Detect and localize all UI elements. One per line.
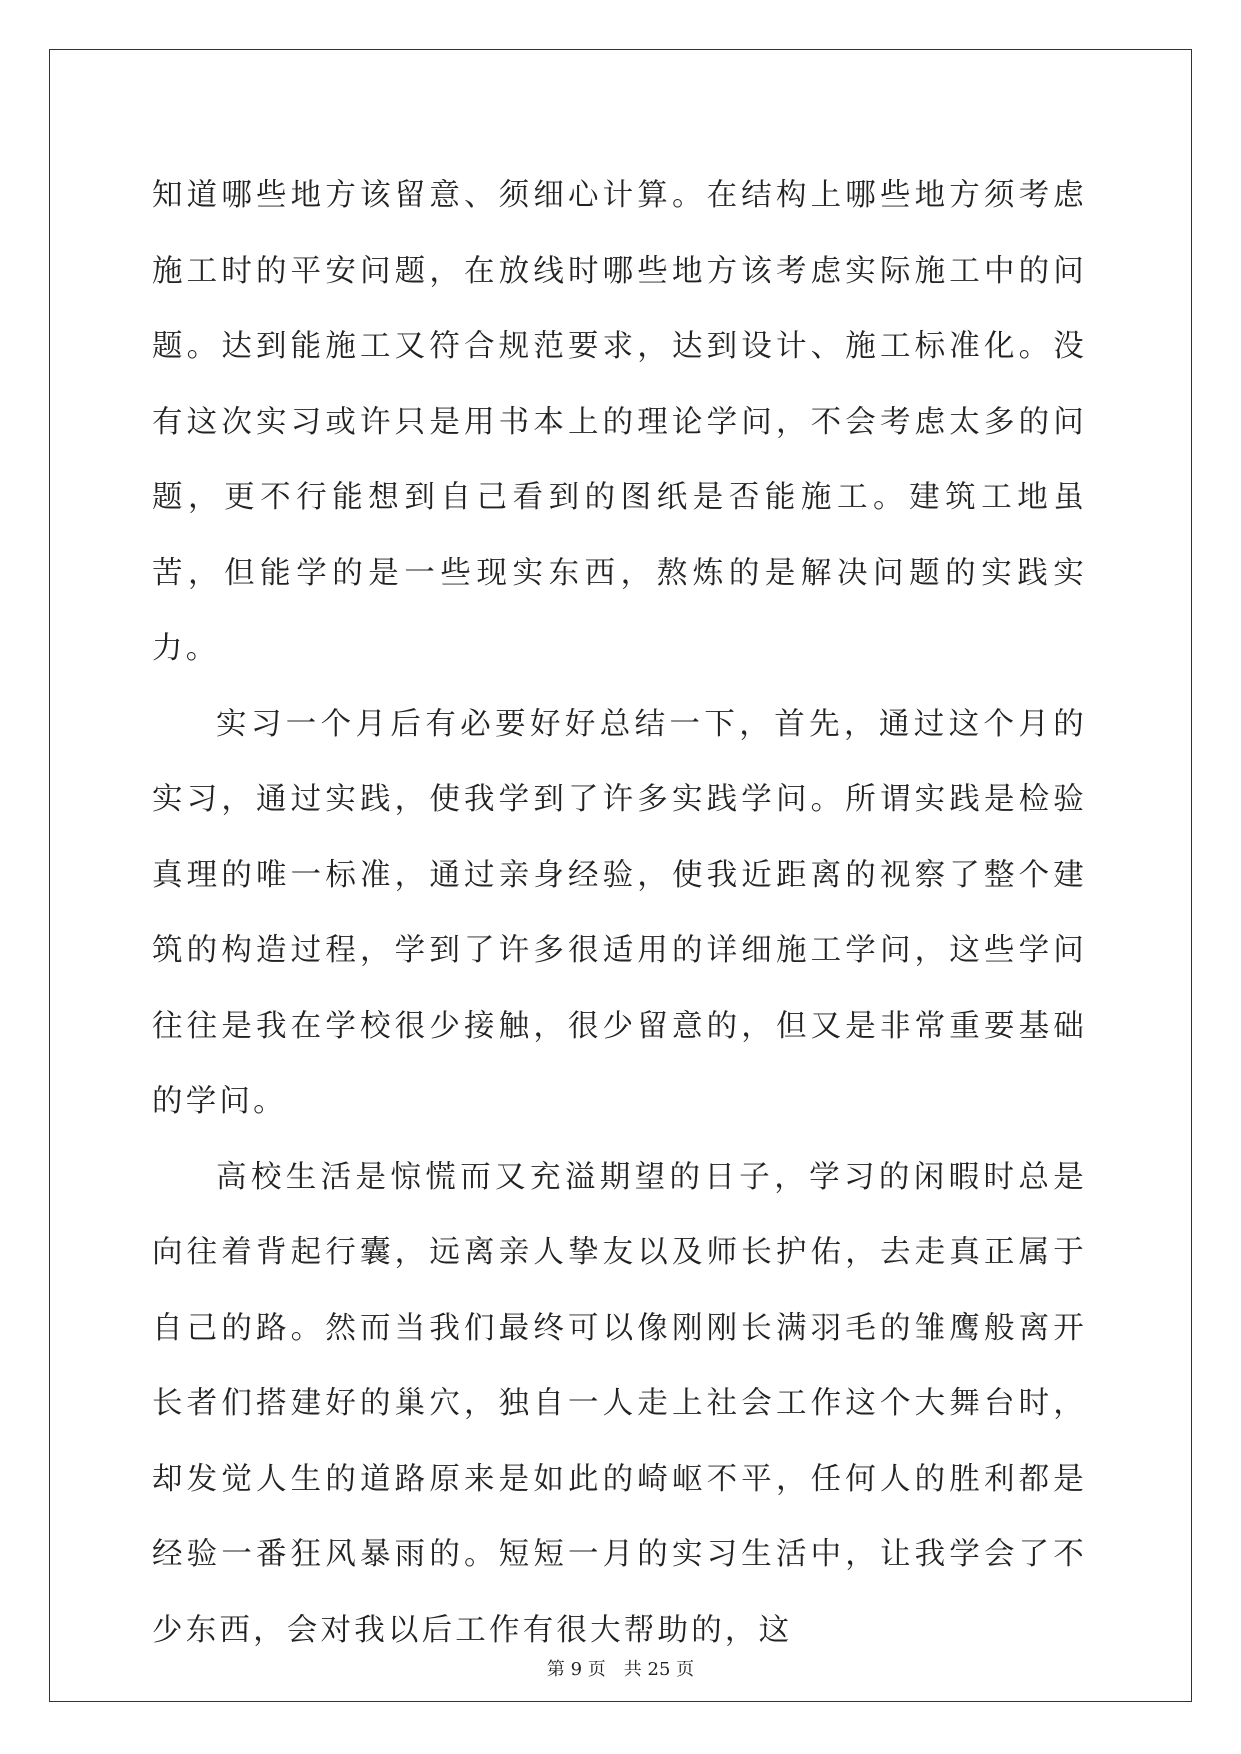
paragraph-continuation: 知道哪些地方该留意、须细心计算。在结构上哪些地方须考虑施工时的平安问题，在放线时哪些地方该考虑实际施工中的问题。达到能施工又符合规范要求，达到设计、施工标准化。没有这次实习或许只是用书本上的理论学问，不会考虑太多的问题，更不行能想到自己看到的图纸是否能施工。建筑工地虽苦，但能学的是一些现实东西，熬炼的是解决问题的实践实力。	[152, 178, 1087, 666]
document-body	[152, 158, 1087, 1668]
paragraph-university-life: 高校生活是惊慌而又充溢期望的日子，学习的闲暇时总是向往着背起行囊，远离亲人挚友以及师长护佑，去走真正属于自己的路。然而当我们最终可以像刚刚长满羽毛的雏鹰般离开长者们搭建好的巢穴，独自一人走上社会工作这个大舞台时，却发觉人生的道路原来是如此的崎岖不平，任何人的胜利都是经验一番狂风暴雨的。短短一月的实习生活中，让我学会了不少东西，会对我以后工作有很大帮助的，这	[152, 1159, 1087, 1648]
paragraph-summary: 实习一个月后有必要好好总结一下，首先，通过这个月的实习，通过实践，使我学到了许多实践学问。所谓实践是检验真理的唯一标准，通过亲身经验，使我近距离的视察了整个建筑的构造过程，学到了许多很适用的详细施工学问，这些学问往往是我在学校很少接触，很少留意的，但又是非常重要基础的学问。	[152, 706, 1087, 1119]
page-number-footer: 第 9 页 共 25 页	[546, 1659, 695, 1680]
